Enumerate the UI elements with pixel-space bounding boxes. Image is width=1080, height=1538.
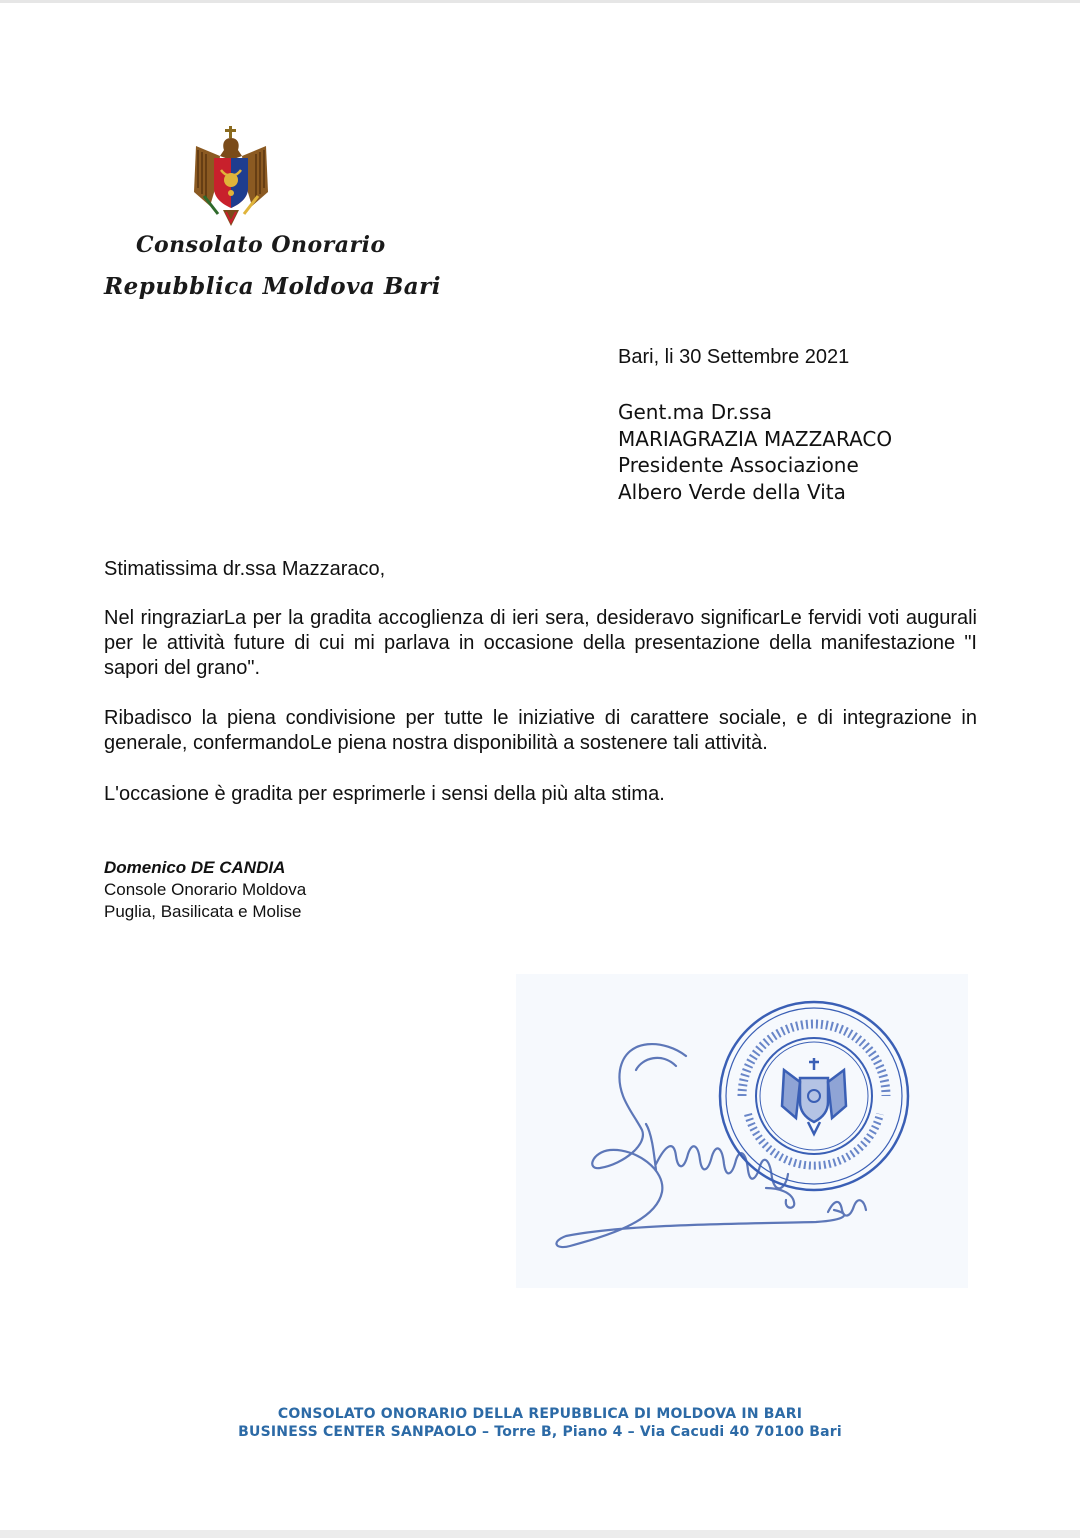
signatory-region: Puglia, Basilicata e Molise: [104, 902, 302, 921]
signature-block: [104, 857, 306, 923]
handwritten-signature: [556, 1044, 866, 1247]
moldova-coat-of-arms-emblem: [190, 126, 272, 230]
letterhead-line-2: Repubblica Moldova Bari: [104, 273, 442, 300]
body-paragraph: L'occasione è gradita per esprimerle i sensi della più alta stima.: [104, 783, 665, 805]
bottom-edge: [0, 1530, 1080, 1538]
signature-and-stamp-image: [516, 974, 968, 1288]
letter-date: Bari, li 30 Settembre 2021: [618, 346, 850, 368]
recipient-line: Presidente Associazione: [618, 453, 859, 477]
recipient-line: MARIAGRAZIA MAZZARACO: [618, 426, 893, 451]
recipient-address: [618, 399, 892, 505]
top-edge: [0, 0, 1080, 3]
signatory-name: Domenico DE CANDIA: [104, 858, 286, 877]
salutation: Stimatissima dr.ssa Mazzaraco,: [104, 558, 386, 580]
letterhead-line-1: Consolato Onorario: [136, 232, 386, 258]
recipient-line: Albero Verde della Vita: [618, 479, 846, 504]
signatory-title: Console Onorario Moldova: [104, 880, 307, 899]
body-paragraph: Nel ringraziarLa per la gradita accoglienza di ieri sera, desideravo significarLe fervidi voti augurali per le attività future di cui mi parlava in occasione della presentazione della manifestazione "I sapori del grano".: [104, 607, 977, 679]
footer-line-1: CONSOLATO ONORARIO DELLA REPUBBLICA DI MOLDOVA IN BARI: [277, 1406, 803, 1422]
footer-line-2: BUSINESS CENTER SANPAOLO – Torre B, Piano 4 – Via Cacudi 40 70100 Bari: [238, 1424, 842, 1440]
body-paragraph: Ribadisco la piena condivisione per tutte le iniziative di carattere sociale, e di integrazione in generale, confermandoLe piena nostra disponibilità a sostenere tali attività.: [104, 707, 977, 754]
recipient-line: Gent.ma Dr.ssa: [618, 400, 773, 424]
consular-stamp: [720, 1002, 908, 1190]
